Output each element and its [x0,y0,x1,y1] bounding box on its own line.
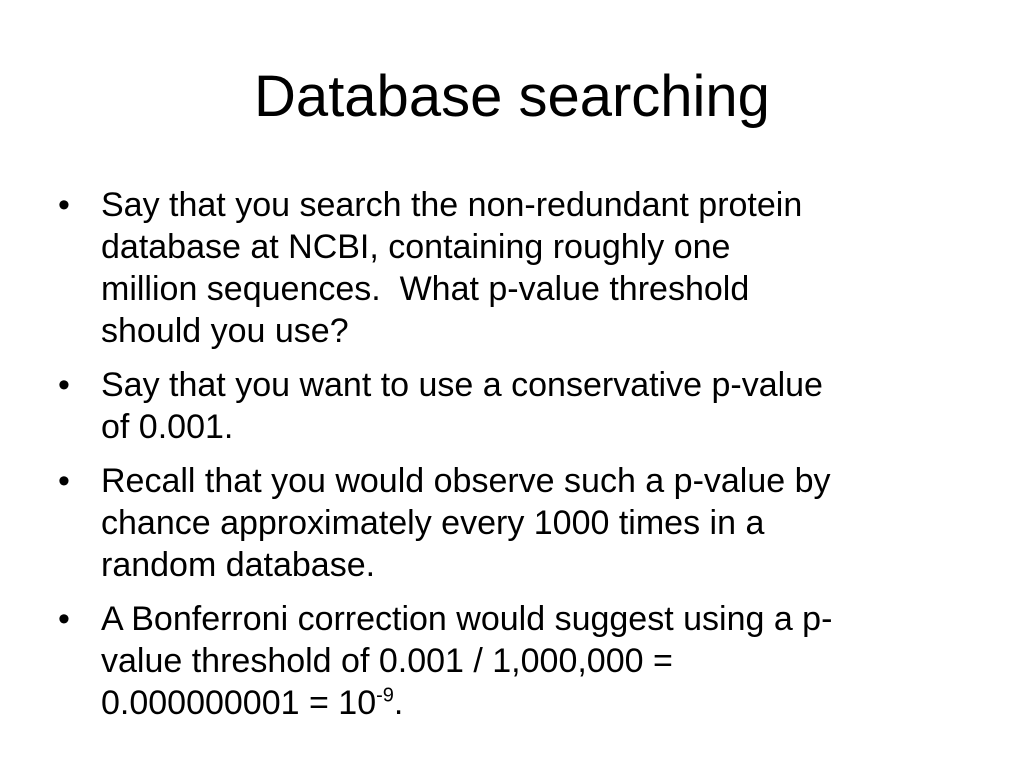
bullet-item-1 [58,184,968,352]
bullet-line: A Bonferroni correction would suggest using a p- [101,600,833,638]
bullet-line: million sequences. What p-value threshold [101,270,750,308]
bullet-line-prefix: 0.000000001 = 10 [101,684,377,722]
slide-title: Database searching [254,64,770,129]
bullet-marker: • [58,366,70,404]
bullet-line: of 0.001. [101,408,234,446]
bullet-marker: • [58,462,70,500]
bullet-line: should you use? [101,312,349,350]
bullet-marker: • [58,186,70,224]
bullet-item-3 [58,460,968,586]
bullet-marker: • [58,600,70,638]
bullet-line: database at NCBI, containing roughly one [101,228,731,266]
bullet-item-2 [58,364,968,448]
bullet-item-4 [58,598,968,724]
bullet-line: value threshold of 0.001 / 1,000,000 = [101,642,673,680]
bullet-line: random database. [101,546,376,584]
bullet-line-suffix: . [393,684,404,722]
exponent-superscript: -9 [376,684,394,707]
bullet-list [58,184,968,736]
bullet-line: Recall that you would observe such a p-value by [101,462,831,500]
bullet-line: Say that you search the non-redundant protein [101,186,803,224]
bullet-line: Say that you want to use a conservative p-value [101,366,823,404]
bullet-line: chance approximately every 1000 times in a [101,504,765,542]
